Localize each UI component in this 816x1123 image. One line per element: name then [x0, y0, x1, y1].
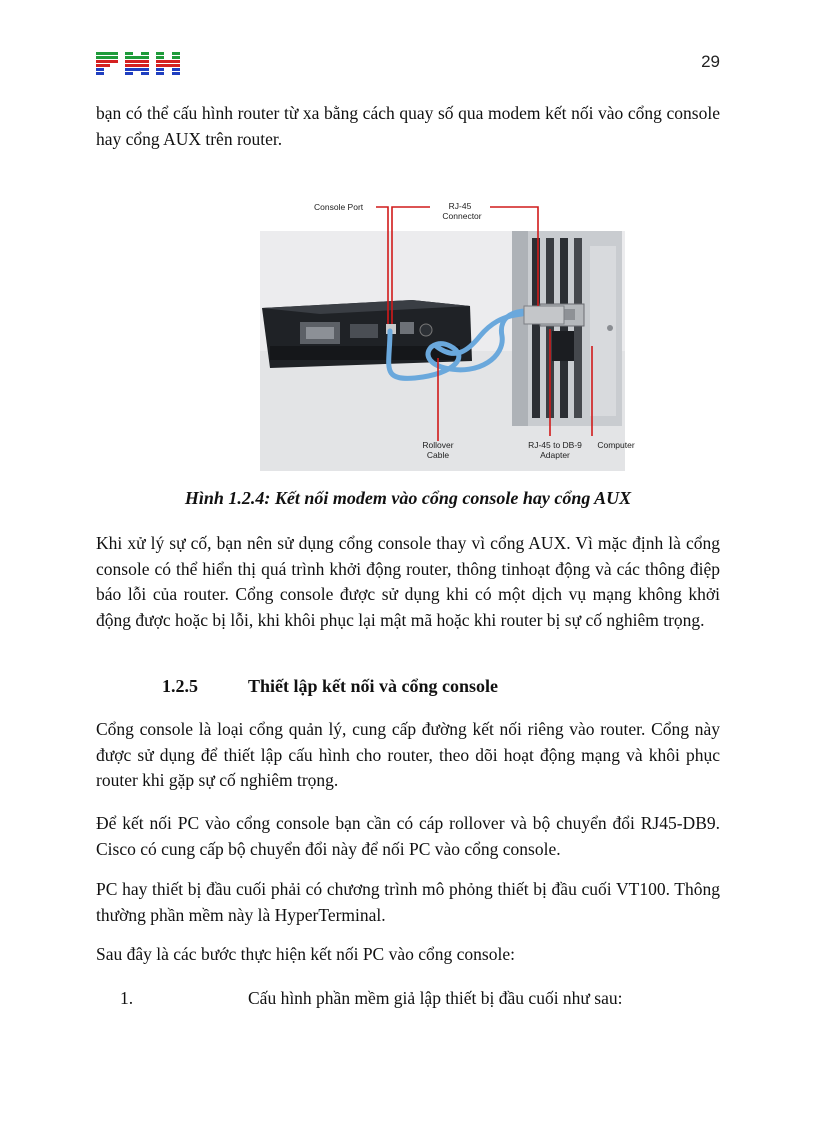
intro-paragraph: bạn có thể cấu hình router từ xa bằng cách quay số qua modem kết nối vào cổng console hay cổng AUX trên router.: [96, 103, 720, 149]
label-console-port: Console Port: [314, 202, 364, 212]
rj45-db9-adapter: [524, 306, 564, 324]
paragraph-console-port: Cổng console là loại cổng quản lý, cung cấp đường kết nối riêng vào router. Cổng này được sử dụng để thiết lập cấu hình cho router, theo dõi hoạt động mạng và khôi phục router khi gặp sự cố nghiêm trọng.: [96, 719, 720, 790]
router-body: [262, 300, 472, 368]
section-title: Thiết lập kết nối và cổng console: [248, 676, 499, 696]
paragraph-terminal-emulation: PC hay thiết bị đầu cuối phải có chương trình mô phỏng thiết bị đầu cuối VT100. Thông thường phần mềm này là HyperTerminal.: [96, 879, 720, 925]
list-item-number: 1.: [120, 988, 134, 1008]
logo-letter-n: [125, 52, 149, 75]
section-number: 1.2.5: [162, 676, 198, 696]
label-rollover: Rollover: [422, 440, 454, 450]
label-rj45-to-db9: RJ-45 to DB-9: [528, 440, 582, 450]
label-rj45: RJ-45: [448, 201, 472, 211]
label-connector: Connector: [442, 211, 482, 221]
computer-case: [512, 231, 622, 426]
label-computer: Computer: [597, 440, 635, 450]
paragraph-steps-intro: Sau đây là các bước thực hiện kết nối PC vào cổng console:: [96, 944, 515, 964]
page-number: 29: [701, 52, 720, 71]
list-item-text: Cấu hình phần mềm giả lập thiết bị đầu cuối như sau:: [248, 988, 623, 1008]
figure-caption: Hình 1.2.4: Kết nối modem vào cổng console hay cổng AUX: [184, 488, 632, 508]
paragraph-rollover-cable: Để kết nối PC vào cổng console bạn cần có cáp rollover và bộ chuyển đổi RJ45-DB9. Cisco có cung cấp bộ chuyển đổi này để nối PC vào cổng console.: [96, 813, 720, 859]
logo-letter-h: [156, 52, 180, 75]
paragraph-troubleshooting: Khi xử lý sự cố, bạn nên sử dụng cổng console thay vì cổng AUX. Vì mặc định là cổng console có thể hiển thị quá trình khởi động router, thông tinhoạt động và các thông điệp báo lỗi của router. Cổng console được sử dụng khi có một dịch vụ mạng không khởi động được hoặc bị lỗi, khi khôi phục lại mật mã hoặc khi router bị sự cố nghiêm trọng.: [96, 533, 720, 630]
label-cable: Cable: [426, 450, 450, 460]
router-console-connection-figure: [240, 196, 645, 474]
pnh-logo: [96, 52, 180, 78]
label-adapter: Adapter: [540, 450, 570, 460]
logo-letter-p: [96, 52, 118, 75]
